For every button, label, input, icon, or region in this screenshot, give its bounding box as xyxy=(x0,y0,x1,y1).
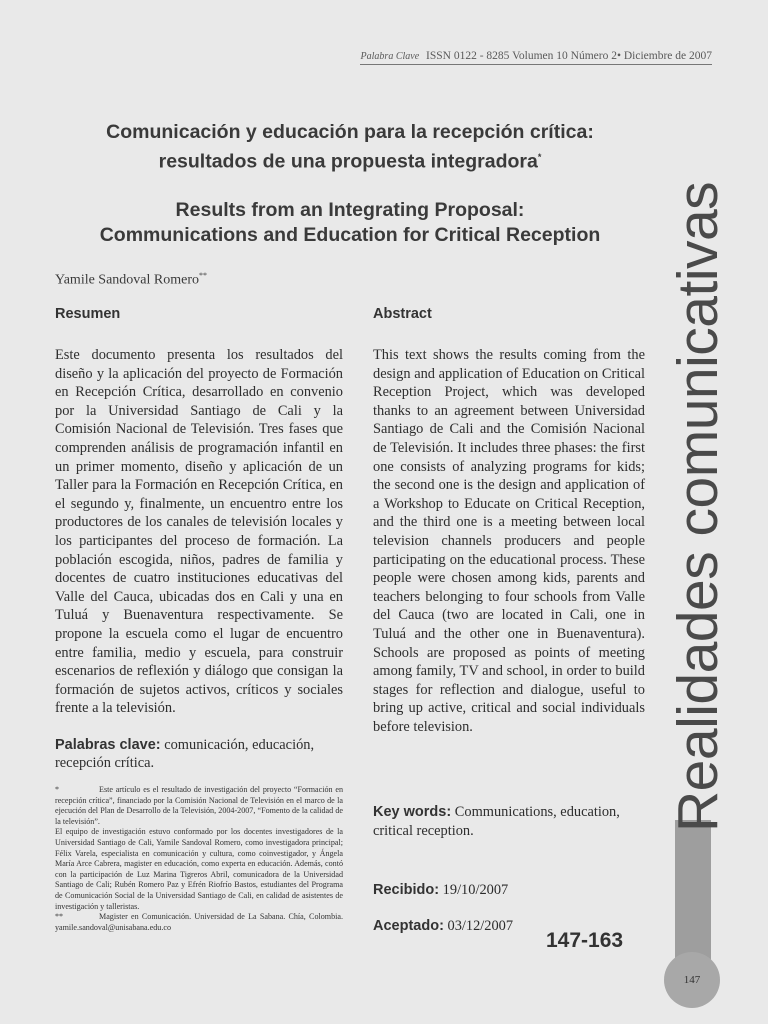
side-tab-bar xyxy=(675,820,711,970)
footnote-2-mark: ** xyxy=(55,912,64,922)
key-words-text: Communications, education, critical reception. xyxy=(373,804,620,839)
abstract-text: This text shows the results coming from the design and application of Education on Critical Reception Project, which was developed thanks to an agreement between Universidad Santiago de Cali and the Comisión Nacional de Televisión. It includes three phases: the first one consists of analyzing programs for kids; the second one is the design and application of a Workshop to Educate on Critical Reception, and the third one is a meeting between local television channels producers and people participating on the educational process. These people were chosen among kids, parents and teachers belonging to four schools from Valle del Cauca (two are located in Cali, one in Tuluá and the other one in Buenaventura). Schools are proposed as points of meeting among family, TV and school, in order to build stages for reflection and dialogue, useful to bring up active, critical and social individuals before television. xyxy=(373,347,645,735)
title-spanish-line1: Comunicación y educación para la recepción crítica: xyxy=(106,121,594,143)
resumen-heading: Resumen xyxy=(55,306,121,322)
page-number-badge: 147 xyxy=(664,952,720,1008)
issn-line: ISSN 0122 - 8285 Volumen 10 Número 2• Diciembre de 2007 xyxy=(426,50,712,62)
section-title-vertical: Realidades comunicativas xyxy=(666,181,730,832)
title-english-line1: Results from an Integrating Proposal: xyxy=(175,199,525,221)
title-spanish-line2: resultados de una propuesta integradora xyxy=(158,150,538,173)
received-value: 19/10/2007 xyxy=(442,882,509,898)
title-english-line2: Communications and Education for Critical Reception xyxy=(99,224,601,246)
footnote-1-text-continued: El equipo de investigación estuvo conformado por los docentes investigadores de la Universidad Santiago de Cali, Yamile Sandoval Romero, como investigadora principal; Félix Varela, especialista en comunicación y cultura, como coinvestigador, y Ángela María Arce Cabrera, magister en educación, como experta en educación. Además, contó con la participación de Luz Marina Tigreros Abril, comunicadora de la Universidad Santiago de Cali; Rubén Romero Paz y Efrén Riofrío Bastos, estudiantes del Programa de Comunicación Social de la Universidad Santiago de Cali, en calidad de asistentes de investigación y talleristas. xyxy=(55,827,343,911)
title-spanish xyxy=(40,120,660,175)
accepted-date xyxy=(373,918,513,935)
journal-brand: Palabra Clave xyxy=(360,51,420,62)
author-name: Yamile Sandoval Romero xyxy=(55,272,200,288)
author-footnote-mark: ** xyxy=(199,271,208,280)
palabras-clave-text: comunicación, educación, recepción crítica. xyxy=(55,736,315,772)
page-range: 147-163 xyxy=(546,929,624,952)
author xyxy=(55,271,207,289)
running-header xyxy=(360,50,712,65)
palabras-clave-label: Palabras clave: xyxy=(55,736,161,753)
abstract-heading: Abstract xyxy=(373,306,432,322)
resumen-column xyxy=(55,306,343,933)
accepted-label: Aceptado: xyxy=(373,918,444,934)
abstract-column xyxy=(373,306,645,736)
key-words xyxy=(373,803,653,840)
received-label: Recibido: xyxy=(373,882,440,898)
title-english xyxy=(40,198,660,248)
resumen-text: Este documento presenta los resultados del diseño y la aplicación del proyecto de Formación en Recepción Crítica, desarrollado en convenio por la Universidad Santiago de Cali y la Comisión Nacional de Televisión. Tres fases que comprenden análisis de programación infantil en un primer momento, diseño y aplicación de un Taller para la Formación en Recepción Crítica, en el segundo y, finalmente, un encuentro entre los productores de los canales de televisión locales y los participantes del proceso de formación. La población escogida, niños, padres de familia y docentes de cuatro instituciones educativas del Valle del Cauca, ubicadas dos en Cali y una en Tuluá y Buenaventura respectivamente. Se propone la escuela como el lugar de encuentro entre familia, medio y escuela, para construir escenarios de reflexión y diálogo que consigan la formación de sujetos activos, críticos y sociales frente a la televisión. xyxy=(55,347,343,717)
key-words-label: Key words: xyxy=(373,804,452,820)
footnote-1-text: Este artículo es el resultado de investigación del proyecto “Formación en recepción crítica”, financiado por la Comisión Nacional de Televisión en el marco de la ejecución del Plan de Desarrollo de la Televisión, 2004-2007, “Fomento de la calidad de la televisión”. xyxy=(55,785,343,826)
footnote-1-mark: * xyxy=(55,785,60,795)
palabras-clave xyxy=(55,736,343,773)
accepted-value: 03/12/2007 xyxy=(447,918,514,934)
title-footnote-mark: * xyxy=(537,152,542,162)
footnotes xyxy=(55,785,343,933)
received-date xyxy=(373,882,508,899)
footnote-2-text: Magister en Comunicación. Universidad de La Sabana. Chía, Colombia. yamile.sandoval@unisabana.edu.co xyxy=(55,912,343,932)
